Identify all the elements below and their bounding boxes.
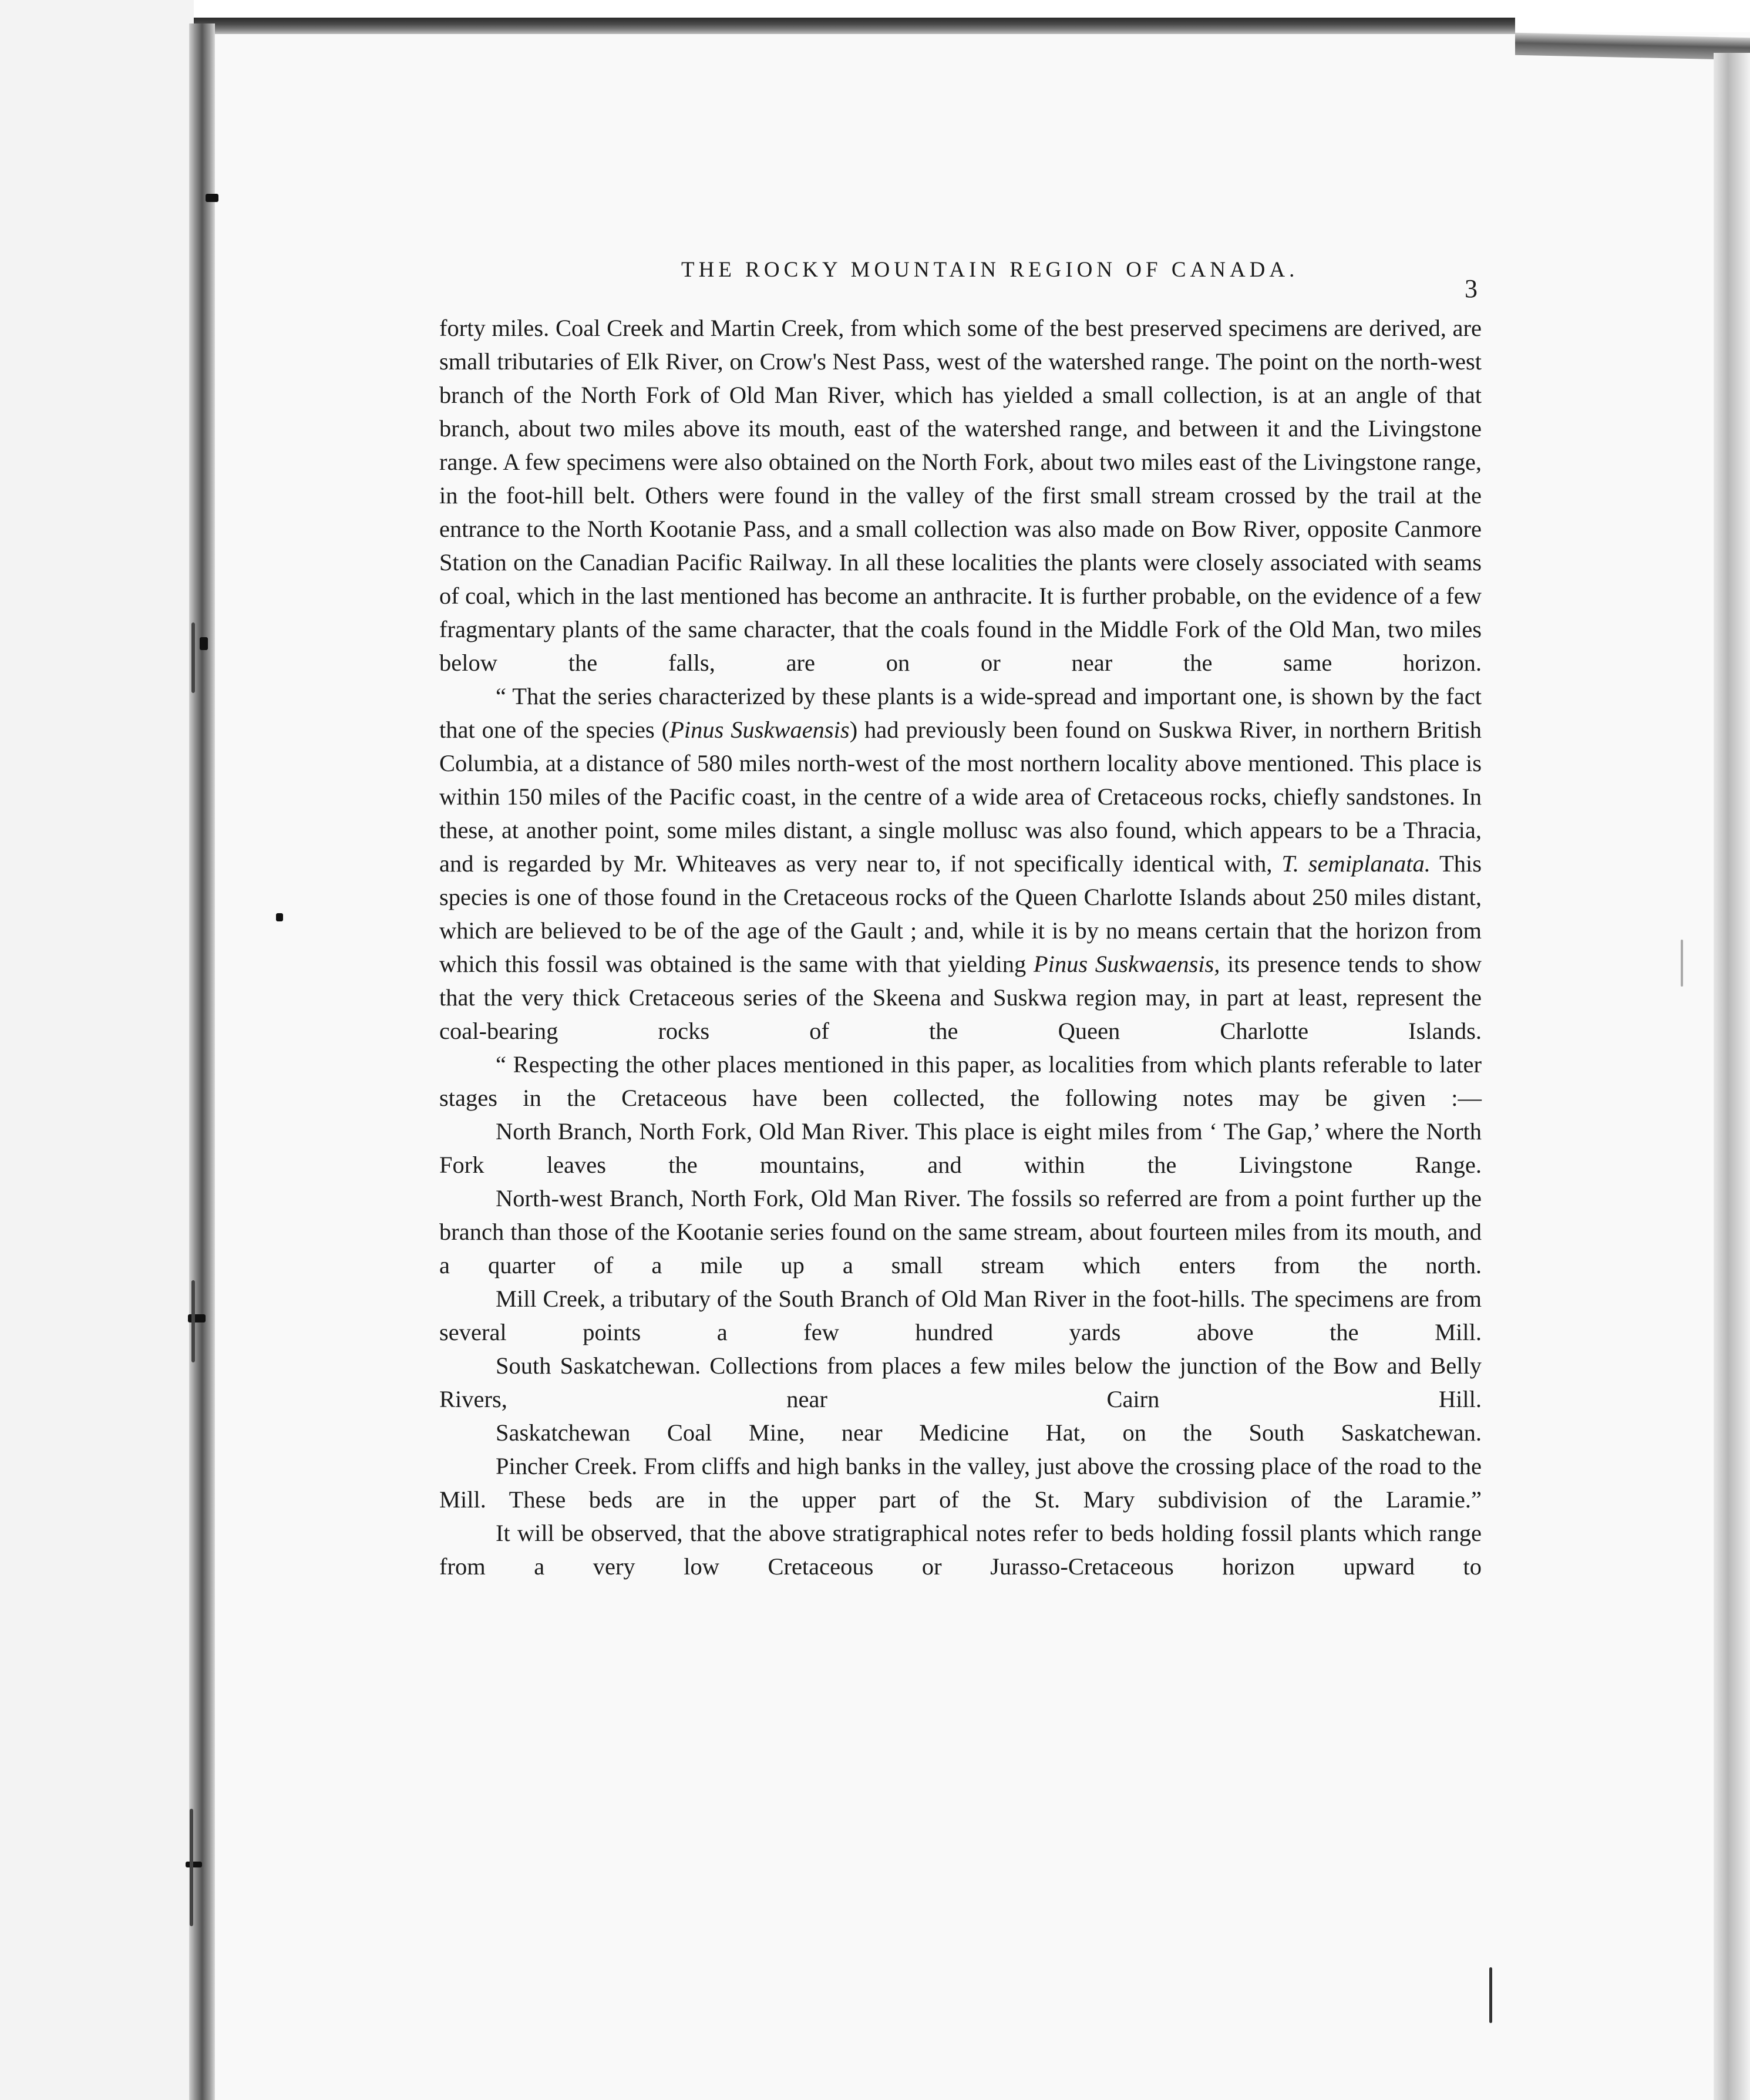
- scan-right-edge: [1714, 53, 1750, 2100]
- text-run: “ That the series characterized by these plants is a wide-spread and important one, is shown by the fact that one of the species (: [439, 683, 1482, 743]
- page-number: 3: [1465, 274, 1478, 303]
- paragraph: forty miles. Coal Creek and Martin Creek, from which some of the best preserved specimens are derived, are small tributaries of Elk River, on Crow's Nest Pass, west of the watershed range. The point on the north-west branch of the North Fork of Old Man River, which has yielded a small collection, is at an angle of that branch, about two miles above its mouth, east of the watershed range, and between it and the Livingstone range. A few specimens were also obtained on the North Fork, about two miles east of the Livingstone range, in the foot-hill belt. Others were found in the valley of the first small stream crossed by the trail at the entrance to the North Kootanie Pass, and a small collection was also made on Bow River, opposite Canmore Station on the Canadian Pacific Railway. In all these localities the plants were closely associated with seams of coal, which in the last mentioned has become an anthracite. It is further probable, on the evidence of a few fragmentary plants of the same character, that the coals found in the Middle Fork of the Old Man, two miles below the falls, are on or near the same horizon.: [439, 315, 1482, 676]
- text-run: its presence tends to show that the very thick Cretaceous series of the Skeena and Suskwa region may, in part at least, represent the coal-bearing rocks of the Queen Charlotte Islands.: [439, 951, 1482, 1044]
- text-run: This species is one of those found in the Cretaceous rocks of the Queen Charlotte Islands about 250 miles distant, which are believed to be of the age of the Gault ; and, while it is by no means certain that the horizon from which this fossil was obtained is the same with that yielding: [439, 850, 1482, 977]
- paragraph: “ Respecting the other places mentioned in this paper, as localities from which plants referable to later stages in the Cretaceous have been collected, the following notes may be given :—: [439, 1051, 1482, 1111]
- scan-mark: [276, 913, 283, 921]
- paragraph: South Saskatchewan. Collections from places a few miles below the junction of the Bow and Belly Rivers, near Cairn Hill.: [439, 1352, 1482, 1412]
- scan-left-margin: [0, 0, 194, 2100]
- paragraph: Mill Creek, a tributary of the South Branch of Old Man River in the foot-hills. The specimens are from several points a few hundred yards above the Mill.: [439, 1285, 1482, 1345]
- binding-gutter: [189, 23, 215, 2100]
- scan-mark: [206, 194, 218, 202]
- species-name: Pinus Suskwaensis: [669, 716, 850, 743]
- paragraph: [439, 679, 1482, 1048]
- species-name: T. semiplanata.: [1281, 850, 1431, 877]
- text-run: ) had previously been found on Suskwa River, in northern British Columbia, at a distance of 580 miles north-west of the most northern locality above mentioned. This place is within 150 miles of the Pacific coast, in the centre of a wide area of Cretaceous rocks, chiefly sandstones. In these, at another point, some miles distant, a single mollusc was also found, which appears to be a Thracia, and is regarded by Mr. Whiteaves as very near to, if not specifically identical with,: [439, 716, 1482, 877]
- scan-line: [191, 1280, 195, 1362]
- scan-line: [190, 1809, 193, 1926]
- scan-mark: [200, 637, 208, 650]
- paragraph: It will be observed, that the above stratigraphical notes refer to beds holding fossil plants which range from a very low Cretaceous or Jurasso-Cretaceous horizon upward to: [439, 1520, 1482, 1580]
- paragraph: North Branch, North Fork, Old Man River. This place is eight miles from ‘ The Gap,’ where the North Fork leaves the mountains, and within the Livingstone Range.: [439, 1118, 1482, 1178]
- species-name: Pinus Suskwaensis,: [1033, 951, 1220, 977]
- scan-mark: [186, 1862, 202, 1867]
- scan-mark: [188, 1314, 206, 1322]
- paragraph: Saskatchewan Coal Mine, near Medicine Hat, on the South Saskatchewan.: [496, 1419, 1482, 1446]
- scan-top-border: [194, 18, 1515, 34]
- running-header: THE ROCKY MOUNTAIN REGION OF CANADA.: [681, 258, 1299, 282]
- scan-line: [1681, 940, 1683, 987]
- paragraph: North-west Branch, North Fork, Old Man River. The fossils so referred are from a point further up the branch than those of the Kootanie series found on the same stream, about fourteen miles from its mouth, and a quarter of a mile up a small stream which enters from the north.: [439, 1185, 1482, 1278]
- page-body: [439, 311, 1482, 1583]
- scan-line: [1489, 1967, 1492, 2023]
- scan-line: [191, 622, 195, 693]
- paragraph: Pincher Creek. From cliffs and high banks in the valley, just above the crossing place of the road to the Mill. These beds are in the upper part of the St. Mary subdivision of the Laramie.”: [439, 1453, 1482, 1513]
